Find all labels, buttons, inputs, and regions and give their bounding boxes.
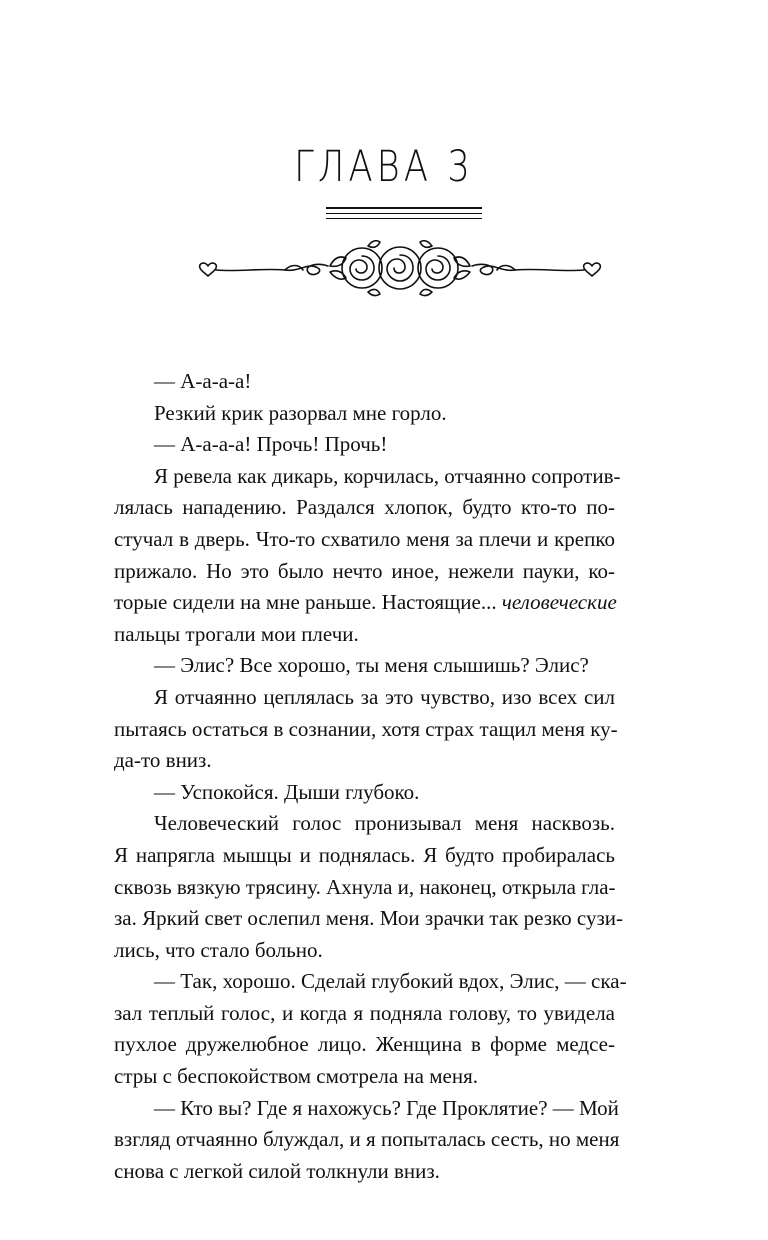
text-line: Я напрягла мышцы и поднялась. Я будто пробиралась xyxy=(114,842,615,867)
text-line: пальцы трогали мои плечи. xyxy=(114,621,359,646)
title-rule xyxy=(326,207,482,209)
text-line: — Элис? Все хорошо, ты меня слышишь? Элис? xyxy=(154,653,589,678)
chapter-title: ГЛАВА 3 xyxy=(294,142,474,192)
rose-ornament-icon xyxy=(190,232,610,302)
text-line: Резкий крик разорвал мне горло. xyxy=(154,400,447,425)
text-line: зал теплый голос, и когда я подняла голову, то увидела xyxy=(114,1000,615,1025)
text-line xyxy=(114,587,615,619)
text-line: пухлое дружелюбное лицо. Женщина в форме медсе- xyxy=(114,1032,615,1057)
text-line: за. Яркий свет ослепил меня. Мои зрачки так резко сузи- xyxy=(114,906,623,931)
text-line: пытаясь остаться в сознании, хотя страх тащил меня ку- xyxy=(114,716,618,741)
text-line: лялась нападению. Раздался хлопок, будто кто-то по- xyxy=(114,495,615,520)
text-line: Я ревела как дикарь, корчилась, отчаянно сопротив- xyxy=(154,463,621,488)
text-line: — Успокойся. Дыши глубоко. xyxy=(154,779,420,804)
title-rule xyxy=(326,213,482,214)
text-line: — А-а-а-а! Прочь! Прочь! xyxy=(154,432,388,457)
chapter-body xyxy=(114,366,627,1187)
emphasis-text: человеческие xyxy=(501,590,617,615)
text-line: сквозь вязкую трясину. Ахнула и, наконец, открыла гла- xyxy=(114,874,616,899)
text-line: — Кто вы? Где я нахожусь? Где Проклятие? — Мой xyxy=(154,1095,619,1120)
text-line: да-то вниз. xyxy=(114,748,212,773)
title-rule xyxy=(326,218,482,219)
text-line: стучал в дверь. Что-то схватило меня за плечи и крепко xyxy=(114,526,615,551)
text-line: снова с легкой силой толкнули вниз. xyxy=(114,1158,440,1183)
text-line: — А-а-а-а! xyxy=(154,369,252,393)
text-line: Я отчаянно цеплялась за это чувство, изо всех сил xyxy=(154,684,615,709)
text-line: Человеческий голос пронизывал меня насквозь. xyxy=(154,811,615,836)
text-line-main: торые сидели на мне раньше. Настоящие... xyxy=(114,590,497,615)
text-line: стры с беспокойством смотрела на меня. xyxy=(114,1064,478,1089)
text-line: прижало. Но это было нечто иное, нежели пауки, ко- xyxy=(114,558,615,583)
text-line: — Так, хорошо. Сделай глубокий вдох, Элис, — ска- xyxy=(154,969,627,994)
text-line: взгляд отчаянно блуждал, и я попыталась сесть, но меня xyxy=(114,1127,620,1152)
text-line: лись, что стало больно. xyxy=(114,937,323,962)
